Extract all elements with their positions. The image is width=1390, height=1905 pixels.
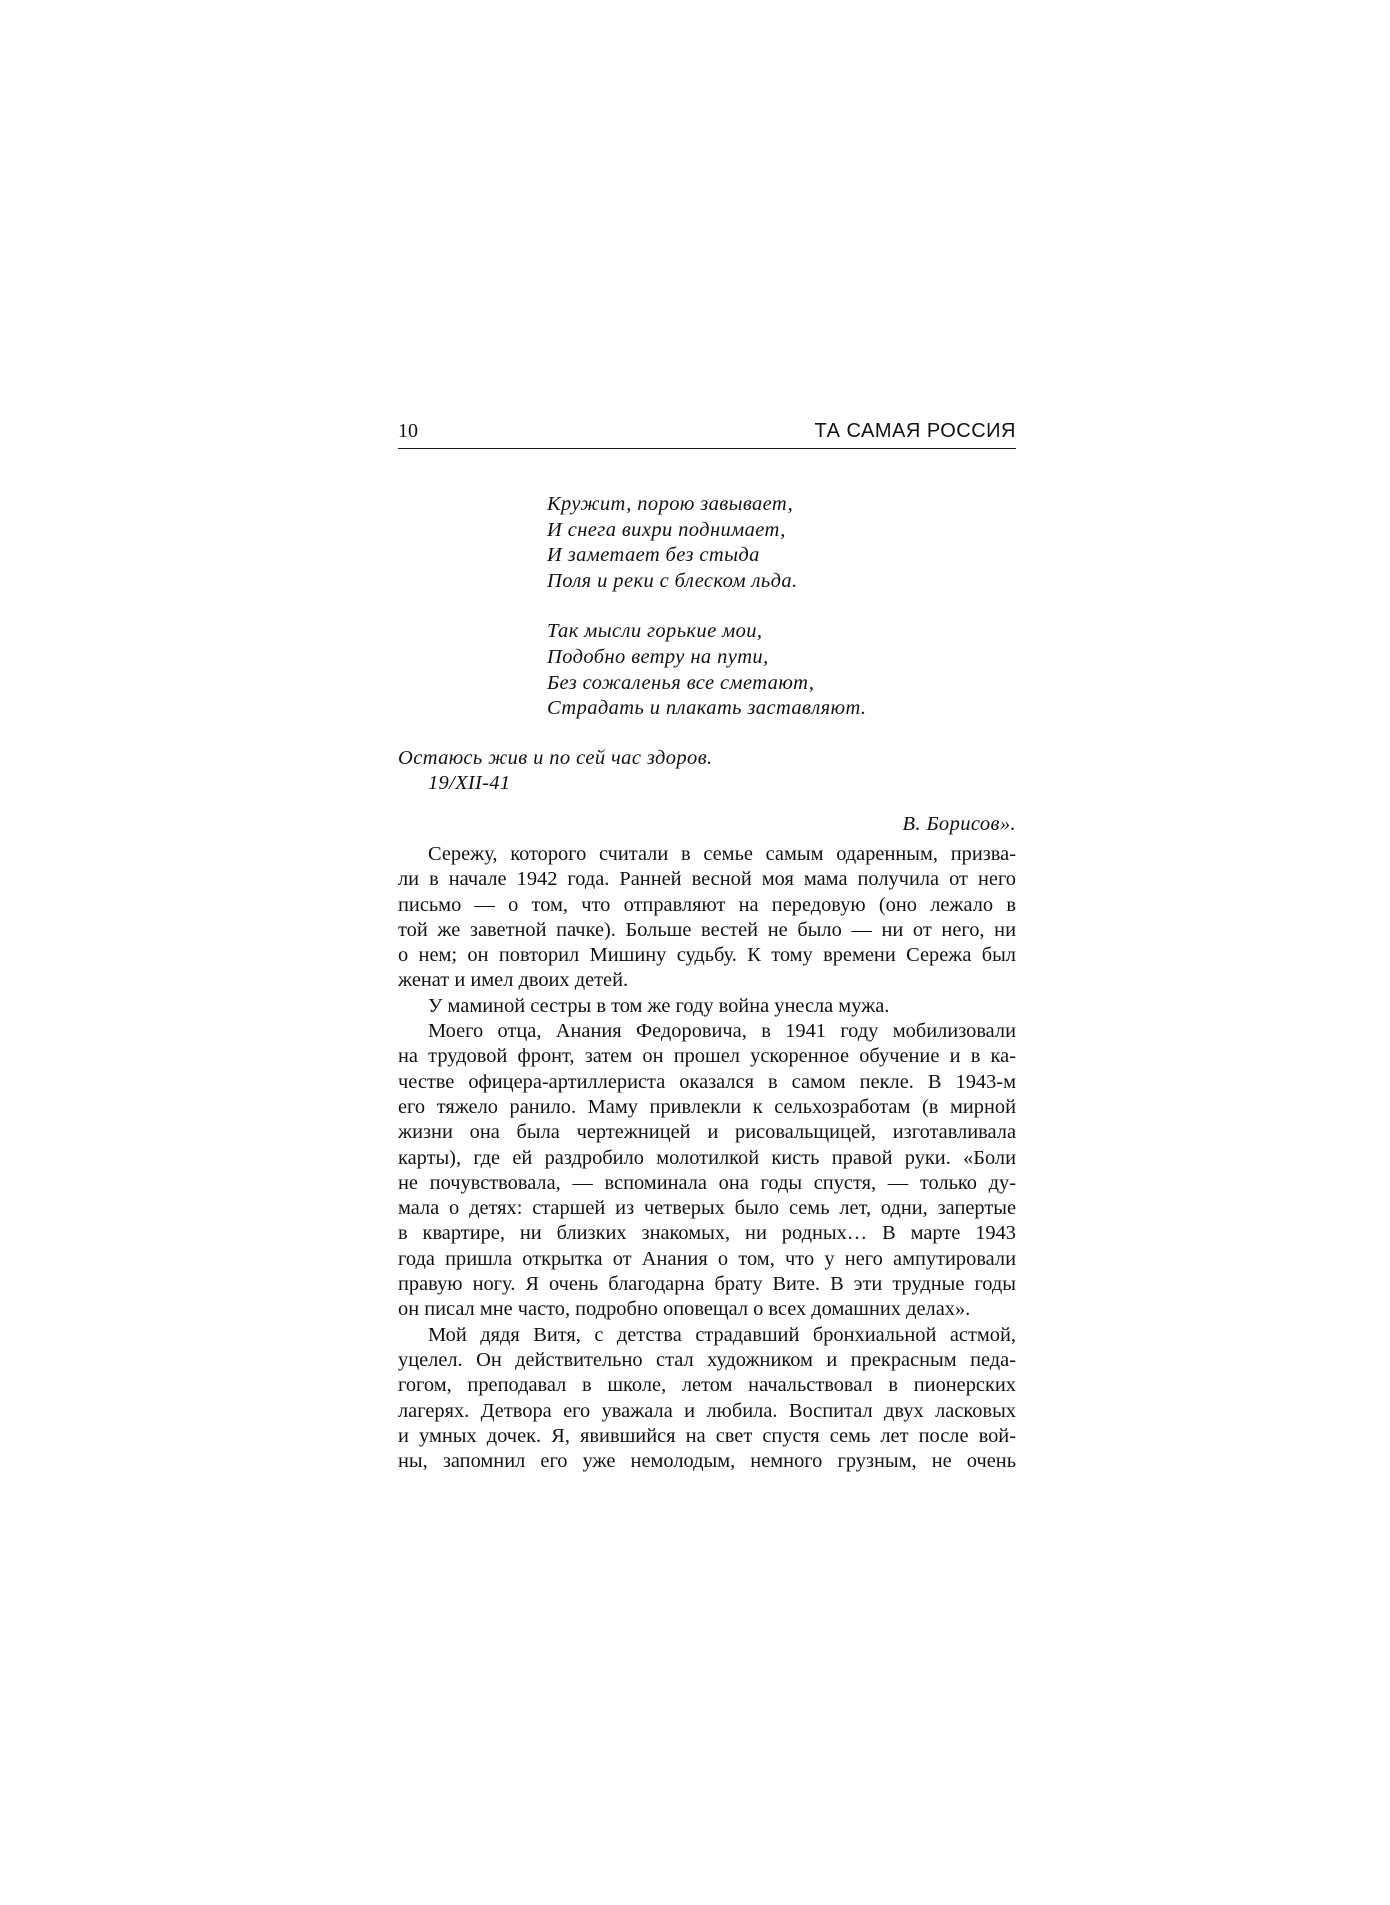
text-line: и умных дочек. Я, явившийся на свет спустя семь лет после вой- [398, 1424, 1016, 1447]
paragraph [398, 842, 1016, 994]
verse-line: Кружит, порою завывает, [547, 493, 794, 515]
text-line: в квартире, ни близких знакомых, ни родных… В марте 1943 [398, 1222, 1016, 1245]
text-line: той же заветной пачке). Больше вестей не было — ни от него, ни [398, 918, 1016, 941]
body-text [398, 842, 1016, 1474]
letter-signature: В. Борисов». [902, 813, 1016, 835]
text-line: он писал мне часто, подробно оповещал о всех домашних делах». [398, 1298, 971, 1321]
letter-closing [398, 746, 1016, 837]
verse-line: Страдать и плакать заставляют. [547, 697, 867, 720]
text-line: на трудовой фронт, затем он прошел ускоренное обучение и в ка- [398, 1045, 1016, 1068]
text-line: мала о детях: старшей из четверых было семь лет, одни, запертые [398, 1197, 1016, 1220]
paragraph [398, 1323, 1016, 1475]
page-number: 10 [398, 420, 418, 442]
verse-line: Без сожаленья все сметают, [547, 671, 815, 694]
verse-line: Подобно ветру на пути, [547, 645, 769, 668]
text-line: жизни она была чертежницей и рисовальщицей, изготавливала [398, 1121, 1016, 1144]
running-title: ТА САМАЯ РОССИЯ [814, 420, 1016, 442]
poem-stanza [547, 619, 997, 721]
poem-stanza [547, 492, 997, 594]
text-line: карты), где ей раздробило молотилкой кисть правой руки. «Боли [398, 1146, 1016, 1169]
text-line: гогом, преподавал в школе, летом начальствовал в пионерских [398, 1374, 1016, 1397]
text-line: Мой дядя Витя, с детства страдавший бронхиальной астмой, [428, 1323, 1016, 1346]
closing-line: Остаюсь жив и по сей час здоров. [398, 747, 713, 769]
text-line: о нем; он повторил Мишину судьбу. К тому времени Сережа был [398, 944, 1016, 967]
verse-line: И снега вихри поднимает, [547, 518, 786, 541]
text-line: У маминой сестры в том же году война унесла мужа. [428, 994, 890, 1017]
text-line: ны, запомнил его уже немолодым, немного грузным, не очень [398, 1450, 1016, 1473]
verse-line: Поля и реки с блеском льда. [547, 569, 798, 592]
letter-date: 19/XII-41 [428, 772, 511, 794]
verse-line: И заметает без стыда [547, 544, 760, 567]
paragraph [398, 994, 1016, 1019]
text-line: его тяжело ранило. Маму привлекли к сельхозработам (в мирной [398, 1095, 1016, 1118]
text-line: письмо — о том, что отправляют на передовую (оно лежало в [398, 893, 1016, 916]
text-line: не почувствовала, — вспоминала она годы спустя, — только ду- [398, 1171, 1016, 1194]
text-line: Сережу, которого считали в семье самым одаренным, призва- [428, 843, 1016, 865]
text-line: уцелел. Он действительно стал художником и прекрасным педа- [398, 1348, 1016, 1371]
text-line: Моего отца, Анания Федоровича, в 1941 году мобилизовали [428, 1020, 1016, 1043]
text-line: года пришла открытка от Анания о том, что у него ампутировали [398, 1247, 1016, 1270]
verse-line: Так мысли горькие мои, [547, 620, 763, 643]
paragraph [398, 1019, 1016, 1323]
text-line: лагерях. Детвора его уважала и любила. Воспитал двух ласковых [398, 1399, 1016, 1422]
running-header [398, 418, 1016, 449]
text-line: женат и имел двоих детей. [398, 969, 629, 992]
text-line: правую ногу. Я очень благодарна брату Вите. В эти трудные годы [398, 1273, 1016, 1296]
text-line: ли в начале 1942 года. Ранней весной моя мама получила от него [398, 868, 1016, 891]
poem [547, 492, 997, 722]
text-line: честве офицера-артиллериста оказался в самом пекле. В 1943-м [398, 1070, 1016, 1093]
